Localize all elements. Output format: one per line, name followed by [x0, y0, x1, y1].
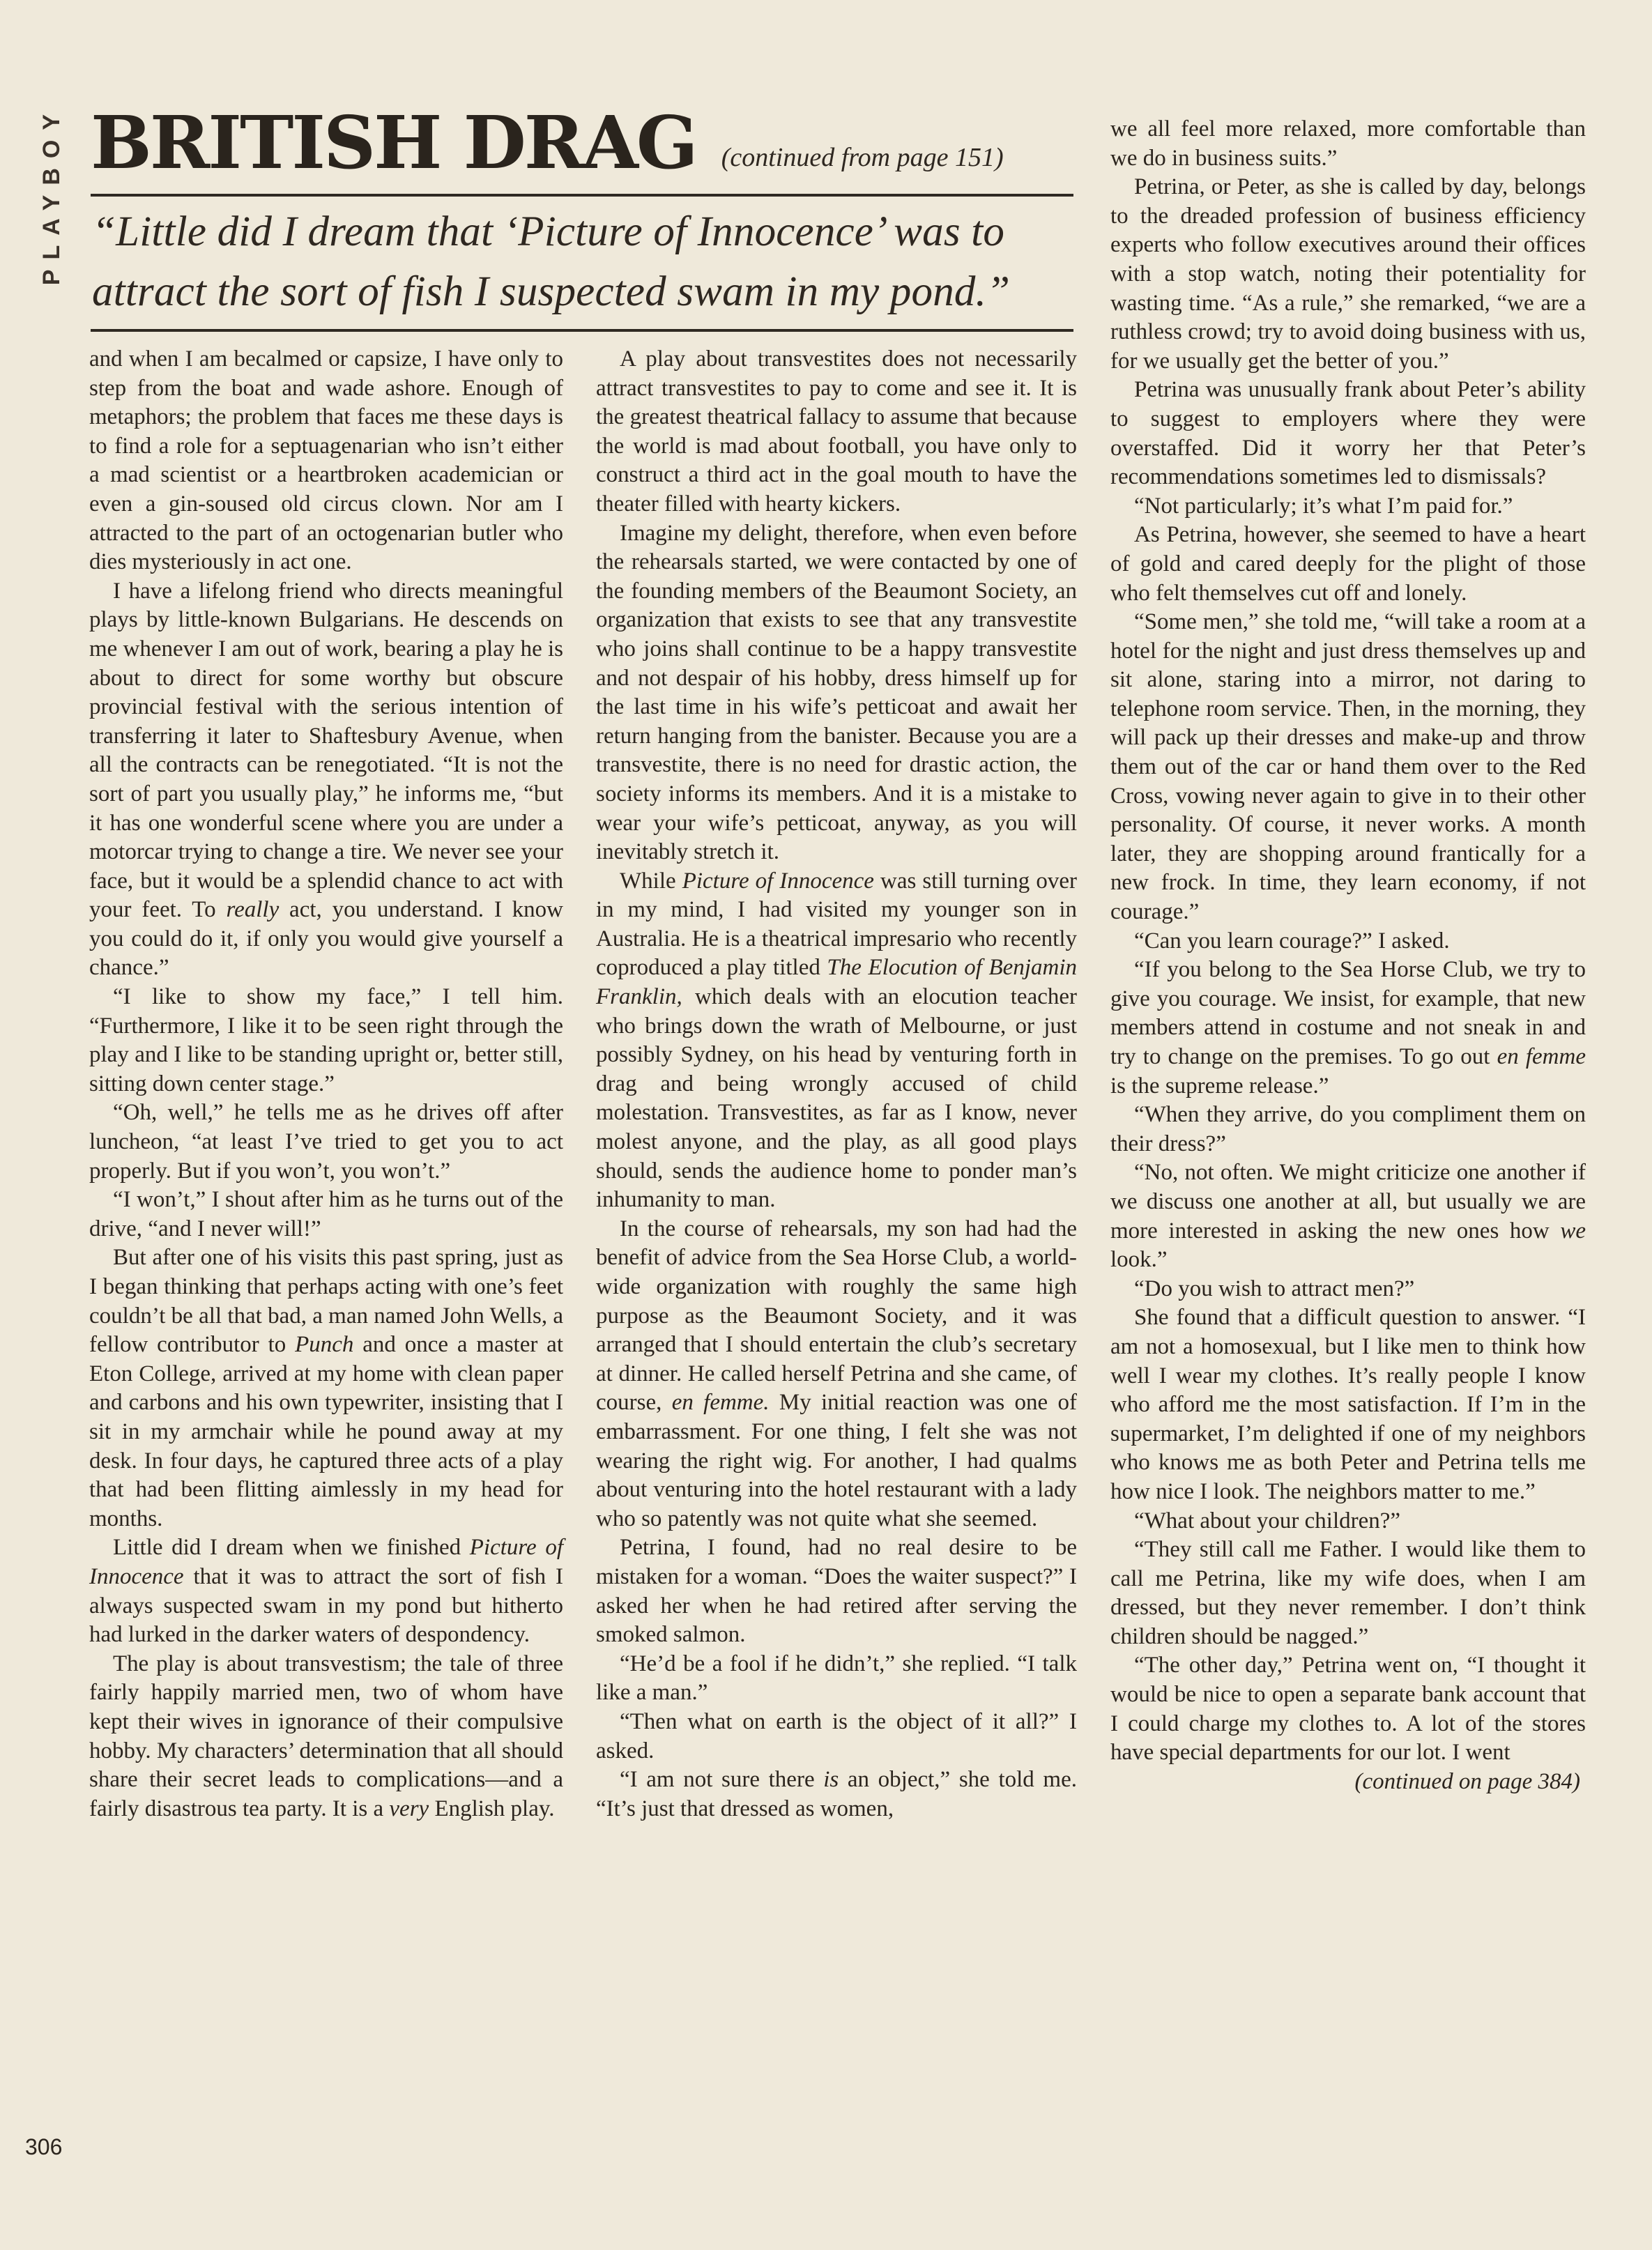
paragraph: “The other day,” Petrina went on, “I thought it would be nice to open a separate bank account that I could charge my clothes to. A lot of the stores have special departments for our lot. I went [1110, 1653, 1586, 1766]
paragraph: “What about your children?” [1134, 1508, 1401, 1533]
page-number: 306 [25, 2134, 63, 2159]
paragraph: While Picture of Innocence was still turning over in my mind, I had visited my younger son in Australia. He is a theatrical impresario who recently coproduced a play titled The Elocution of Benjamin Franklin, which deals with an elocution teacher who brings down the wrath of Melbourne, or just possibly Sydney, on his head by venturing forth in drag and being wrongly accused of child molestation. Transvestites, as far as I know, never molest anyone, and the play, as all good plays should, sends the audience home to ponder man’s inhumanity to man. [596, 868, 1077, 1213]
paragraph: “I won’t,” I shout after him as he turns out of the drive, “and I never will!” [89, 1187, 563, 1241]
paragraph: I have a lifelong friend who directs meaningful plays by little-known Bulgarians. He descends on me whenever I am out of work, bearing a play he is about to direct for some worthy but obscure provincial festival with the serious intention of transferring it later to Shaftesbury Avenue, when all the contracts can be renegotiated. “It is not the sort of part you usually play,” he informs me, “but it has one wonderful scene where you are under a motorcar trying to change a tire. We never see your face, but it would be a splendid chance to act with your feet. To really act, you understand. I know you could do it, if only you would give yourself a chance.” [89, 578, 563, 981]
paragraph: But after one of his visits this past spring, just as I began thinking that perhaps acting with one’s feet couldn’t be all that bad, a man named John Wells, a fellow contributor to Punch and once a master at Eton College, arrived at my home with clean paper and carbons and his own typewriter, insisting that I sit in my armchair while he pound away at my desk. In four days, he captured three acts of a play that had been flitting aimlessly in my head for months. [89, 1245, 563, 1531]
paragraph: Petrina, I found, had no real desire to be mistaken for a woman. “Does the waiter suspect?” I asked her when he had retired after serving the smoked salmon. [596, 1535, 1077, 1648]
magazine-sidebar-label [33, 105, 65, 286]
text-column-2 [596, 345, 1077, 1823]
paragraph: She found that a difficult question to answer. “I am not a homosexual, but I like men to think how well I wear my clothes. It’s really people I know who afford me the most satisfaction. If I’m in the supermarket, I’m delighted if one of my neighbors who knows me as both Peter and Petrina tells me how nice I look. The neighbors matter to me.” [1110, 1305, 1586, 1504]
paragraph: “I like to show my face,” I tell him. “Furthermore, I like it to be seen right through the play and I like to be standing upright or, better still, sitting down center stage.” [89, 984, 563, 1096]
article-title: BRITISH DRAG [91, 100, 696, 185]
paragraph: Petrina was unusually frank about Peter’s ability to suggest to employers where they were overstaffed. Did it worry her that Peter’s recommendations sometimes led to dismissals? [1110, 377, 1586, 490]
paragraph: “He’d be a fool if he didn’t,” she replied. “I talk like a man.” [596, 1651, 1077, 1706]
paragraph: “They still call me Father. I would like them to call me Petrina, like my wife does, when I am dressed, but they never remember. I don’t think children should be nagged.” [1110, 1537, 1586, 1649]
paragraph: we all feel more relaxed, more comfortable than we do in business suits.” [1110, 116, 1586, 171]
title-row [91, 100, 1073, 185]
paragraph: “No, not often. We might criticize one another if we discuss one another at all, but usually we are more interested in asking the new ones how we look.” [1110, 1160, 1586, 1273]
paragraph: “Then what on earth is the object of it all?” I asked. [596, 1708, 1077, 1763]
continued-from-note: (continued from page 151) [721, 143, 1004, 172]
paragraph: “When they arrive, do you compliment them on their dress?” [1110, 1102, 1586, 1156]
paragraph: Little did I dream when we finished Picture of Innocence that it was to attract the sort of fish I always suspected swam in my pond but hitherto had lurked in the darker waters of despondency. [89, 1535, 563, 1648]
sidebar-label-text: PLAYBOY [38, 105, 65, 286]
paragraph: A play about transvestites does not necessarily attract transvestites to pay to come and see it. It is the greatest theatrical fallacy to assume that because the world is mad about football, you have only to construct a third act in the goal mouth to have the theater filled with hearty kickers. [596, 346, 1077, 516]
paragraph: “Not particularly; it’s what I’m paid for.” [1134, 493, 1513, 519]
text-column-3 [1110, 115, 1586, 1796]
paragraph: “Can you learn courage?” I asked. [1134, 928, 1450, 954]
header-rule-bottom [91, 329, 1073, 332]
paragraph: “If you belong to the Sea Horse Club, we try to give you courage. We insist, for example, that new members attend in costume and not sneak in and try to change on the premises. To go out en femme is the supreme release.” [1110, 957, 1586, 1099]
paragraph: “I am not sure there is an object,” she told me. “It’s just that dressed as women, [596, 1767, 1077, 1821]
paragraph: and when I am becalmed or capsize, I have only to step from the boat and wade ashore. Enough of metaphors; the problem that faces me these days is to find a role for a septuagenarian who isn’t either a mad scientist or a heartbroken academician or even a gin-soused old circus clown. Nor am I attracted to the part of an octogenarian butler who dies mysteriously in act one. [89, 346, 563, 575]
text-column-1 [89, 345, 563, 1823]
article-header [91, 100, 1073, 332]
paragraph: “Some men,” she told me, “will take a room at a hotel for the night and just dress themselves up and sit alone, staring into a mirror, not daring to telephone room service. Then, in the morning, they will pack up their dresses and make-up and throw them out of the car or hand them over to the Red Cross, vowing never again to give in to their other personality. Of course, it never works. A month later, they are shopping around frantically for a new frock. In time, they learn economy, if not courage.” [1110, 609, 1586, 925]
paragraph: The play is about transvestism; the tale of three fairly happily married men, two of whom have kept their wives in ignorance of their compulsive hobby. My characters’ determination that all should share their secret leads to complications—and a fairly disastrous tea party. It is a very English play. [89, 1651, 563, 1821]
paragraph: As Petrina, however, she seemed to have a heart of gold and cared deeply for the plight of those who felt themselves cut off and lonely. [1110, 522, 1586, 606]
paragraph: “Do you wish to attract men?” [1134, 1276, 1415, 1301]
paragraph: Petrina, or Peter, as she is called by day, belongs to the dreaded profession of business efficiency experts who follow executives around their offices with a stop watch, noting their potentiality for wasting time. “As a rule,” she remarked, “we are a ruthless crowd; try to avoid doing business with us, for we usually get the better of you.” [1110, 174, 1586, 374]
paragraph: Imagine my delight, therefore, when even before the rehearsals started, we were contacted by one of the founding members of the Beaumont Society, an organization that exists to see that any transvestite who joins shall continue to be a happy transvestite and not despair of his hobby, dress himself up for the last time in his wife’s petticoat and await her return hanging from the banister. Because you are a transvestite, there is no need for drastic action, the society informs its members. And it is a mistake to wear your wife’s petticoat, anyway, as you will inevitably stretch it. [596, 520, 1077, 865]
paragraph: In the course of rehearsals, my son had had the benefit of advice from the Sea Horse Club, a world-wide organization with roughly the same high purpose as the Beaumont Society, and it was arranged that I should entertain the club’s secretary at dinner. He called herself Petrina and she came, of course, en femme. My initial reaction was one of embarrassment. For one thing, I felt she was not wearing the right wig. For another, I had qualms about venturing into the hotel restaurant with a lady who so patently was not quite what she seemed. [596, 1216, 1077, 1531]
paragraph: “Oh, well,” he tells me as he drives off after luncheon, “at least I’ve tried to get you to act properly. But if you won’t, you won’t.” [89, 1100, 563, 1184]
continued-on-note: (continued on page 384) [1354, 1768, 1580, 1794]
pull-quote: “Little did I dream that ‘Picture of Innocence’ was to attract the sort of fish I suspected swam in my pond.” [92, 208, 1011, 315]
